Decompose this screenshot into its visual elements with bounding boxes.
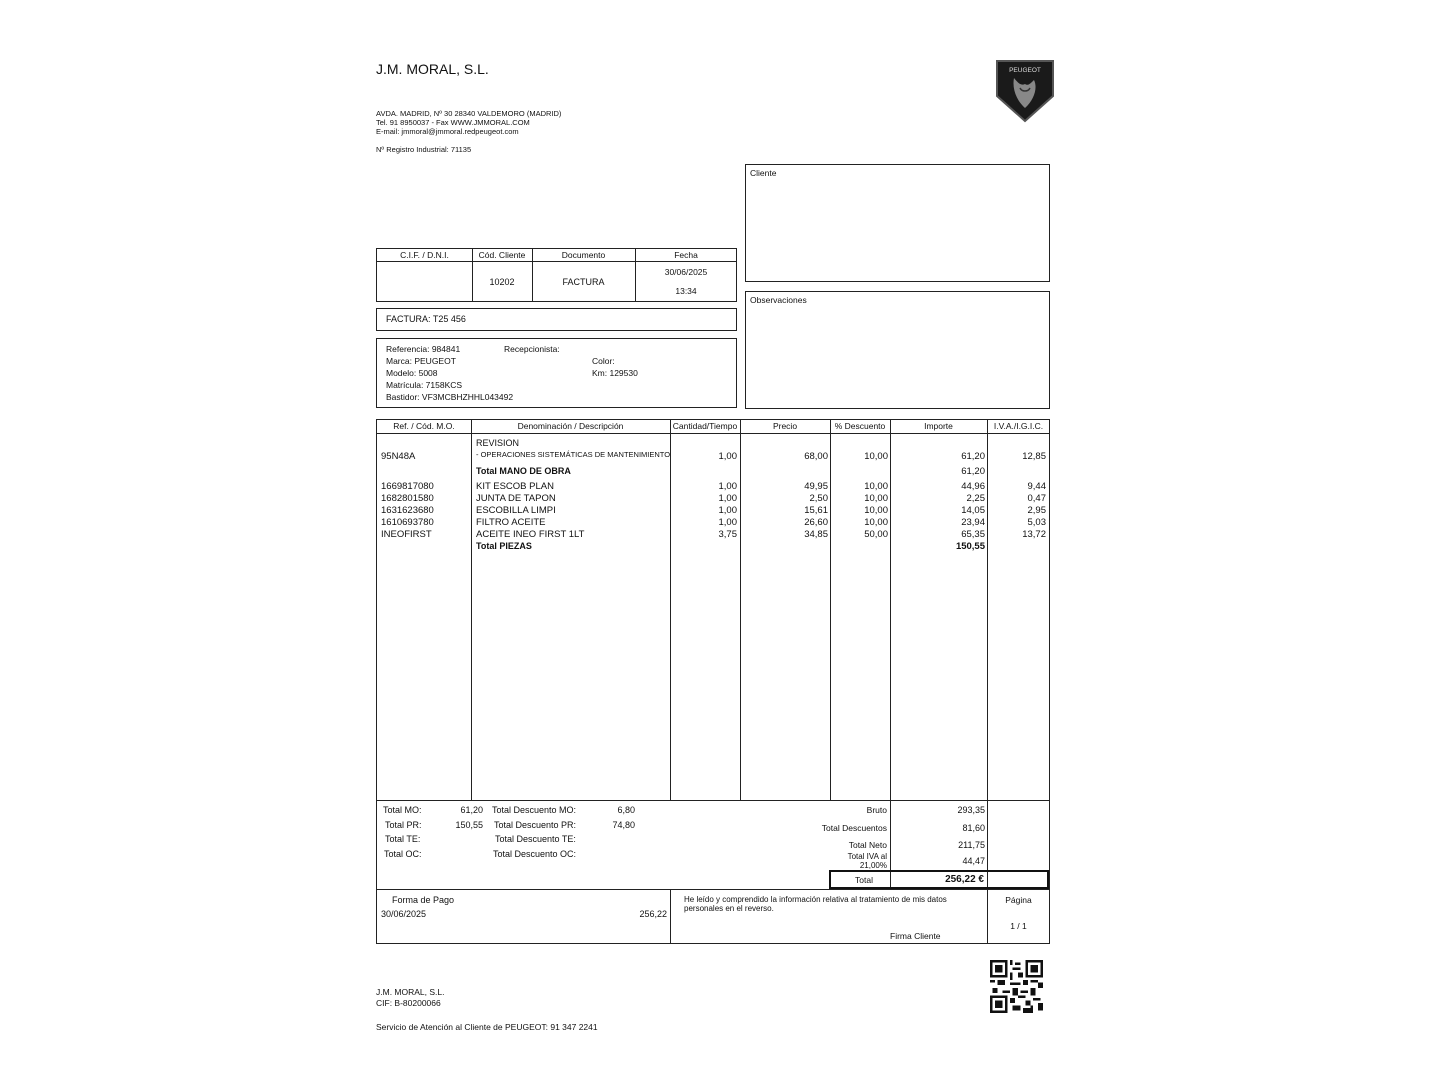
vehicle-plate: Matrícula: 7158KCS bbox=[386, 380, 463, 390]
row-vat: 0,47 bbox=[1027, 493, 1046, 504]
header-date: Fecha bbox=[674, 250, 698, 260]
invoice-lines-table bbox=[376, 419, 1050, 801]
footer-company-name: J.M. MORAL, S.L. bbox=[376, 987, 445, 997]
observations-box bbox=[745, 291, 1050, 409]
row-amount: 150,55 bbox=[955, 541, 985, 552]
row-qty: 1,00 bbox=[718, 481, 737, 492]
row-disc: 50,00 bbox=[864, 529, 888, 540]
row-amount: 61,20 bbox=[961, 466, 985, 477]
col-amount: Importe bbox=[924, 421, 953, 431]
grand-total-value: 256,22 € bbox=[945, 874, 984, 885]
section-title: REVISION bbox=[476, 438, 520, 448]
time-value: 13:34 bbox=[675, 286, 697, 296]
row-vat: 12,85 bbox=[1022, 451, 1046, 462]
row-ref: 95N48A bbox=[381, 451, 416, 462]
payment-label: Forma de Pago bbox=[392, 895, 455, 905]
invoice-number-box bbox=[376, 308, 737, 331]
row-price: 68,00 bbox=[804, 451, 828, 462]
header-cif: C.I.F. / D.N.I. bbox=[400, 250, 449, 260]
peugeot-logo bbox=[994, 58, 1056, 124]
row-qty: 1,00 bbox=[718, 517, 737, 528]
total-disc-pr-value: 74,80 bbox=[612, 820, 635, 830]
client-code-value: 10202 bbox=[489, 277, 515, 287]
row-price: 2,50 bbox=[809, 493, 828, 504]
date-value: 30/06/2025 bbox=[664, 267, 708, 277]
row-desc: JUNTA DE TAPON bbox=[476, 493, 556, 504]
footer-cif: CIF: B-80200066 bbox=[376, 998, 441, 1008]
row-amount: 65,35 bbox=[961, 529, 985, 540]
row-amount: 23,94 bbox=[961, 517, 985, 528]
row-vat: 2,95 bbox=[1027, 505, 1046, 516]
company-phone: Tel. 91 8950037 - Fax WWW.JMMORAL.COM bbox=[376, 118, 530, 127]
document-header-table bbox=[376, 248, 737, 302]
row-qty: 3,75 bbox=[718, 529, 737, 540]
total-mo-value: 61,20 bbox=[460, 805, 483, 815]
bruto-label: Bruto bbox=[866, 805, 887, 815]
row-desc: ESCOBILLA LIMPI bbox=[476, 505, 556, 516]
row-amount: 2,25 bbox=[966, 493, 985, 504]
col-quantity: Cantidad/Tiempo bbox=[672, 421, 738, 431]
vehicle-km: Km: 129530 bbox=[592, 368, 638, 378]
row-vat: 5,03 bbox=[1027, 517, 1046, 528]
vat-rate: 21,00% bbox=[859, 861, 887, 870]
row-amount: 44,96 bbox=[961, 481, 985, 492]
row-qty: 1,00 bbox=[718, 493, 737, 504]
net-value: 211,75 bbox=[958, 840, 985, 850]
document-value: FACTURA bbox=[562, 277, 605, 287]
company-email: E-mail: jmmoral@jmmoral.redpeugeot.com bbox=[376, 127, 519, 136]
company-address: AVDA. MADRID, Nº 30 28340 VALDEMORO (MADRID) bbox=[376, 109, 562, 118]
header-client-code: Cód. Cliente bbox=[478, 250, 526, 260]
page-label: Página bbox=[1005, 895, 1032, 905]
row-desc: FILTRO ACEITE bbox=[476, 517, 546, 528]
client-box bbox=[745, 164, 1050, 282]
vehicle-receptionist: Recepcionista: bbox=[504, 344, 560, 354]
discounts-value: 81,60 bbox=[962, 823, 985, 833]
observations-label: Observaciones bbox=[750, 295, 807, 305]
company-name: J.M. MORAL, S.L. bbox=[376, 61, 489, 77]
vat-label: Total IVA al bbox=[847, 852, 887, 861]
footer-service-phone: Servicio de Atención al Cliente de PEUGEOT: 91 347 2241 bbox=[376, 1022, 598, 1032]
row-vat: 13,72 bbox=[1022, 529, 1046, 540]
net-label: Total Neto bbox=[848, 840, 887, 850]
row-price: 49,95 bbox=[804, 481, 828, 492]
vehicle-model: Modelo: 5008 bbox=[386, 368, 438, 378]
row-amount: 61,20 bbox=[961, 451, 985, 462]
row-ref: 1610693780 bbox=[381, 517, 434, 528]
invoice-number: FACTURA: T25 456 bbox=[386, 314, 466, 324]
header-document: Documento bbox=[561, 250, 606, 260]
col-price: Precio bbox=[772, 421, 798, 431]
vehicle-reference: Referencia: 984841 bbox=[386, 344, 461, 354]
payment-box bbox=[376, 889, 1050, 944]
row-desc: Total PIEZAS bbox=[476, 541, 532, 551]
vehicle-brand: Marca: PEUGEOT bbox=[386, 356, 456, 366]
discounts-label: Total Descuentos bbox=[821, 823, 887, 833]
totals-box bbox=[376, 800, 1050, 890]
row-price: 34,85 bbox=[804, 529, 828, 540]
row-desc: ACEITE INEO FIRST 1LT bbox=[476, 529, 585, 540]
row-desc: KIT ESCOB PLAN bbox=[476, 481, 554, 492]
total-disc-mo-value: 6,80 bbox=[617, 805, 635, 815]
grand-total-box bbox=[829, 870, 1049, 889]
row-vat: 9,44 bbox=[1027, 481, 1046, 492]
row-ref: 1682801580 bbox=[381, 493, 434, 504]
col-ref: Ref. / Cód. M.O. bbox=[393, 421, 455, 431]
client-label: Cliente bbox=[750, 168, 777, 178]
row-ref: 1631623680 bbox=[381, 505, 434, 516]
col-discount: % Descuento bbox=[834, 421, 886, 431]
total-disc-mo-label: Total Descuento MO: bbox=[492, 805, 577, 815]
bruto-value: 293,35 bbox=[957, 805, 985, 815]
vat-value: 44,47 bbox=[962, 856, 985, 866]
row-desc: - OPERACIONES SISTEMÁTICAS DE MANTENIMIENTO bbox=[476, 450, 671, 459]
company-registry: Nº Registro Industrial: 71135 bbox=[376, 145, 472, 154]
logo-text: PEUGEOT bbox=[1009, 67, 1041, 74]
row-price: 15,61 bbox=[804, 505, 828, 516]
total-pr-value: 150,55 bbox=[455, 820, 483, 830]
row-disc: 10,00 bbox=[864, 451, 888, 462]
grand-total-label: Total bbox=[855, 875, 873, 885]
total-mo-label: Total MO: bbox=[383, 805, 422, 815]
row-price: 26,60 bbox=[804, 517, 828, 528]
row-disc: 10,00 bbox=[864, 481, 888, 492]
data-consent-text: He leído y comprendido la información relativa al tratamiento de mis datos bbox=[684, 895, 947, 904]
col-description: Denominación / Descripción bbox=[517, 421, 624, 431]
row-desc: Total MANO DE OBRA bbox=[476, 466, 571, 476]
payment-amount: 256,22 bbox=[639, 909, 667, 919]
row-disc: 10,00 bbox=[864, 505, 888, 516]
total-disc-pr-label: Total Descuento PR: bbox=[494, 820, 577, 830]
row-disc: 10,00 bbox=[864, 517, 888, 528]
payment-date: 30/06/2025 bbox=[381, 909, 427, 919]
total-disc-oc-label: Total Descuento OC: bbox=[493, 849, 577, 859]
total-oc-label: Total OC: bbox=[384, 849, 422, 859]
qr-code-icon bbox=[990, 960, 1043, 1013]
row-ref: 1669817080 bbox=[381, 481, 434, 492]
signature-label: Firma Cliente bbox=[890, 931, 941, 941]
vehicle-box bbox=[376, 338, 737, 408]
total-pr-label: Total PR: bbox=[385, 820, 422, 830]
row-qty: 1,00 bbox=[718, 451, 737, 462]
data-consent-text-2: personales en el reverso. bbox=[684, 904, 774, 913]
row-qty: 1,00 bbox=[718, 505, 737, 516]
vehicle-chassis: Bastidor: VF3MCBHZHHL043492 bbox=[386, 392, 514, 402]
total-disc-te-label: Total Descuento TE: bbox=[495, 834, 576, 844]
col-vat: I.V.A./I.G.I.C. bbox=[993, 421, 1044, 431]
row-amount: 14,05 bbox=[961, 505, 985, 516]
total-te-label: Total TE: bbox=[385, 834, 421, 844]
vehicle-color: Color: bbox=[592, 356, 615, 366]
page-number: 1 / 1 bbox=[1010, 921, 1027, 931]
row-ref: INEOFIRST bbox=[381, 529, 432, 540]
row-disc: 10,00 bbox=[864, 493, 888, 504]
